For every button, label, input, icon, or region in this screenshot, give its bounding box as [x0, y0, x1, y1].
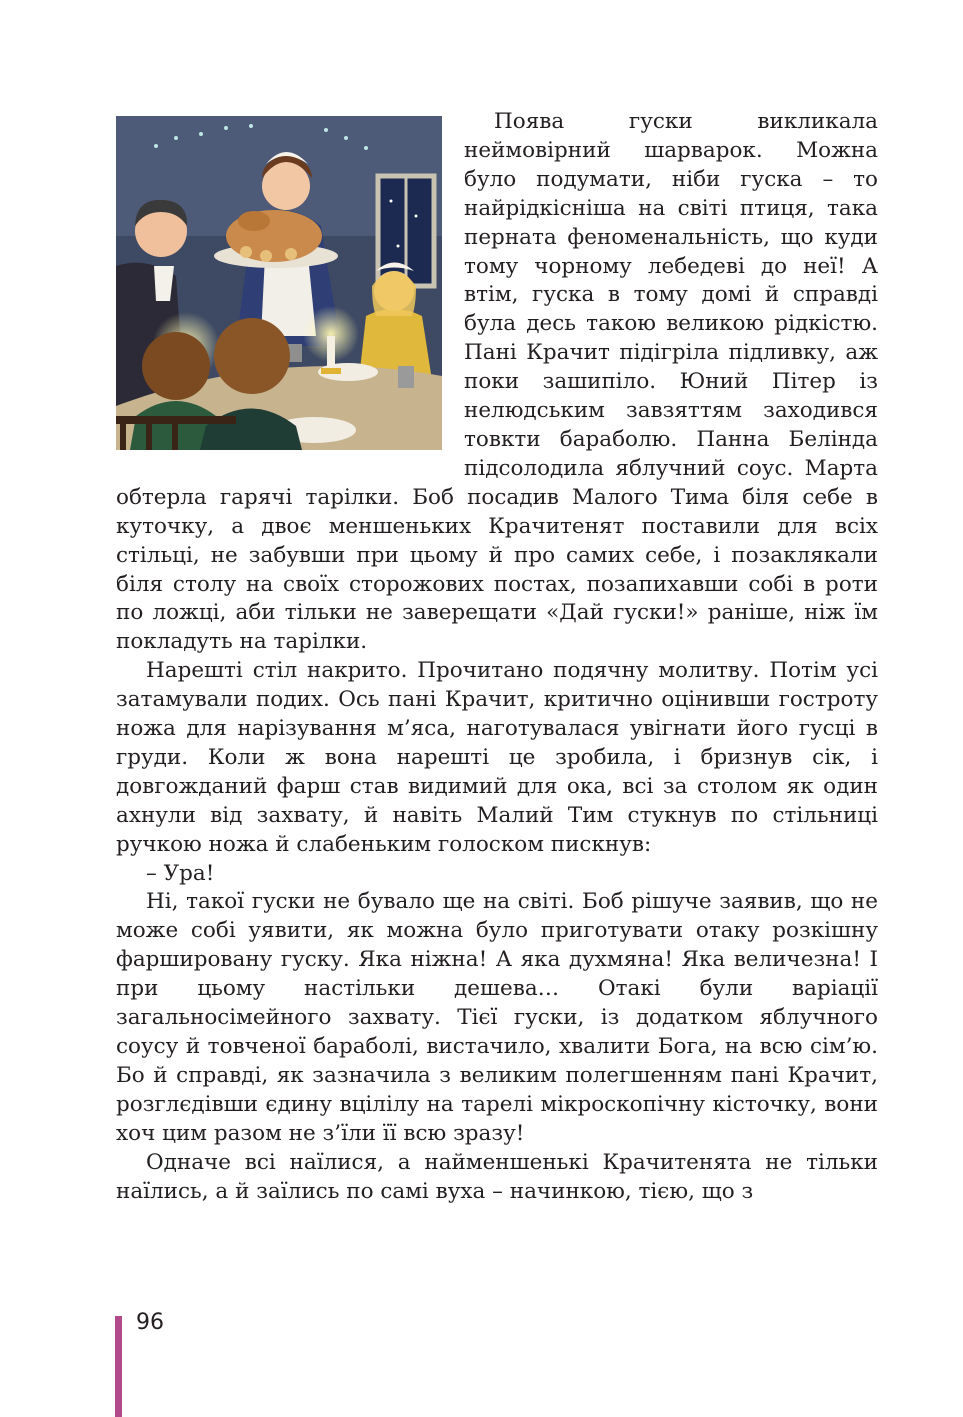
dialogue-line: – Ура!	[146, 860, 215, 886]
story-text	[116, 108, 878, 1206]
illustration-spacer	[116, 108, 464, 458]
page-number: 96	[136, 1310, 164, 1335]
paragraph: Ні, такої гуски не бувало ще на світі. Боб рішуче заявив, що не може собі уявити, як можна було приготувати отаку розкішну фаршировану гуску. Яка ніжна! А яка духмяна! Яка величезна! І при цьому настільки дешева… Отакі були варіації загальносімейного захвату. Тієї гуски, із додатком яблучного соусу й товченої бараболі, вистачило, хвалити Бога, на всю сім’ю. Бо й справді, як зазначила з великим полегшенням пані Крачит, розглєдівши єдину вцілілу на тарелі мікроскопічну кісточку, вони хоч цим разом не з’їли її всю зразу!	[116, 889, 878, 1146]
page-accent-bar	[115, 1316, 122, 1417]
paragraph: Нарешті стіл накрито. Прочитано подячну молитву. Потім усі затамували подих. Ось пані Крачит, критично оцінивши гостроту ножа для нарізування м’яса, наготувалася увігнати його гусці в груди. Коли ж вона нарешті це зробила, і бризнув сік, і довгожданий фарш став видимий для ока, всі за столом як один ахнули від захвату, й навіть Малий Тим стукнув по стільниці ручкою ножа й слабеньким голоском пискнув:	[116, 658, 878, 857]
paragraph: Одначе всі наїлися, а найменшенькі Крачитенята не тільки наїлись, а й заїлись по самі вуха – начинкою, тією, що з	[116, 1149, 878, 1204]
paragraph: Поява гуски викликала неймовірний шарварок. Можна було подумати, ніби гуска – то найрідкісніша на світі птиця, така перната феноменальність, що куди тому чорному лебедеві до неї! А втім, гуска в тому домі й справді була десь такою великою рідкістю. Пані Крачит підігріла підливку, аж поки зашипіло. Юний Пітер із нелюдським завзяттям заходився товкти бараболю. Панна Белінда підсолодила яблучний соус. Марта обтерла гарячі тарілки. Боб посадив Малого Тима біля себе в куточку, а двоє меншеньких Крачитенят поставили для всіх стільці, не забувши при цьому й про самих себе, і позаклякали біля столу на своїх сторожових постах, позапихавши собі в роти по ложці, аби тільки не заверещати «Дай гуски!» раніше, ніж їм покладуть на тарілки.	[116, 109, 878, 655]
